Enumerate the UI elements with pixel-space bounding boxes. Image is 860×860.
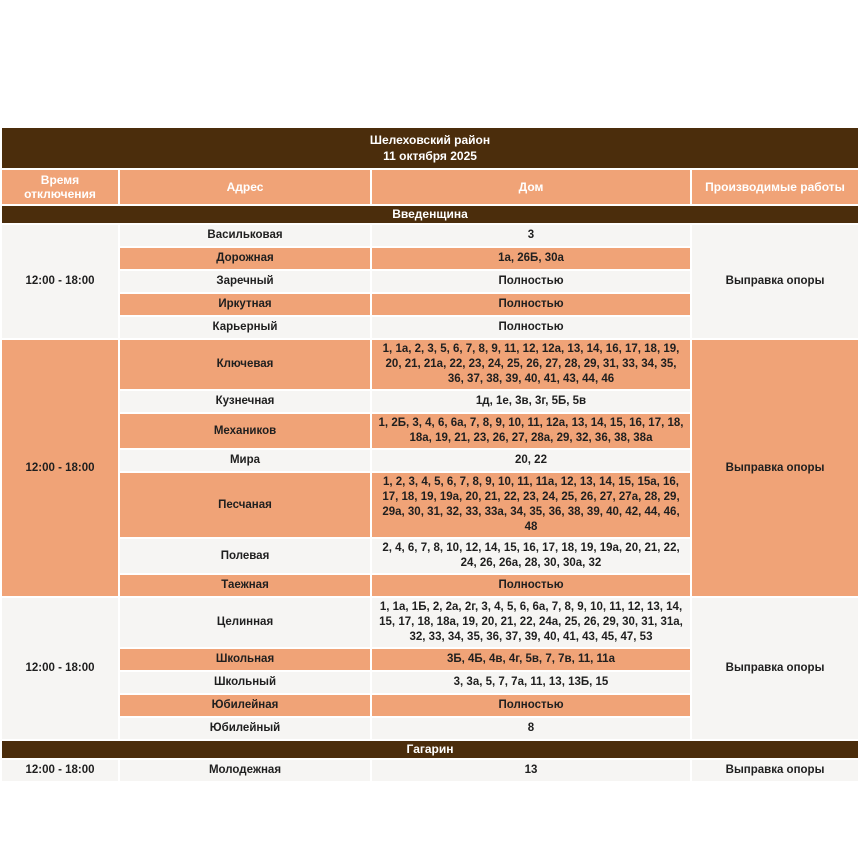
houses-cell: 20, 22 [372,450,690,471]
col-header-time: Время отключения [2,170,118,204]
table-title-district: Шелеховский район [369,133,491,147]
houses-cell: 1а, 26Б, 30а [372,248,690,269]
street-cell: Юбилейная [120,695,370,716]
table-title-date: 11 октября 2025 [383,149,477,163]
col-header-address: Адрес [120,170,370,204]
table-title [2,128,858,168]
street-cell: Юбилейный [120,718,370,739]
street-cell: Ключевая [120,340,370,389]
houses-cell: Полностью [372,575,690,596]
street-cell: Песчаная [120,473,370,537]
table-row [2,340,858,389]
houses-cell: 2, 4, 6, 7, 8, 10, 12, 14, 15, 16, 17, 18, 19, 19а, 20, 21, 22, 24, 26, 26а, 28, 30, 30а, 32 [372,539,690,573]
time-cell: 12:00 - 18:00 [2,225,118,338]
street-cell: Иркутная [120,294,370,315]
houses-cell: Полностью [372,271,690,292]
houses-cell: 3, 3а, 5, 7, 7а, 11, 13, 13Б, 15 [372,672,690,693]
street-cell: Заречный [120,271,370,292]
table-title-row [2,128,858,168]
houses-cell: 13 [372,760,690,781]
street-cell: Молодежная [120,760,370,781]
section-header: Введенщина [2,206,858,223]
houses-cell: Полностью [372,294,690,315]
houses-cell: 1, 1а, 1Б, 2, 2а, 2г, 3, 4, 5, 6, 6а, 7, 8, 9, 10, 11, 12, 13, 14, 15, 17, 18, 18а, 19, 20, 21, 22, 24а, 25, 26, 29, 30, 31, 31а, 32, 33, 34, 35, 36, 37, 39, 40, 41, 43, 45, 47, 53 [372,598,690,647]
street-cell: Кузнечная [120,391,370,412]
column-header-row [2,170,858,204]
street-cell: Карьерный [120,317,370,338]
houses-cell: 1, 1а, 2, 3, 5, 6, 7, 8, 9, 11, 12, 12а, 13, 14, 16, 17, 18, 19, 20, 21, 21а, 22, 23, 24, 25, 26, 27, 28, 29, 31, 33, 34, 35, 36, 37, 38, 39, 40, 41, 43, 44, 46 [372,340,690,389]
houses-cell: Полностью [372,695,690,716]
page [0,126,860,783]
work-cell: Выправка опоры [692,760,858,781]
street-cell: Школьная [120,649,370,670]
work-cell: Выправка опоры [692,598,858,739]
time-cell: 12:00 - 18:00 [2,598,118,739]
houses-cell: 1, 2Б, 3, 4, 6, 6а, 7, 8, 9, 10, 11, 12а, 13, 14, 15, 16, 17, 18, 18а, 19, 21, 23, 26, 27, 28а, 29, 32, 36, 38, 38а [372,414,690,448]
table-row [2,760,858,781]
section-header: Гагарин [2,741,858,758]
houses-cell: 1д, 1е, 3в, 3г, 5Б, 5в [372,391,690,412]
work-cell: Выправка опоры [692,340,858,596]
col-header-work: Производимые работы [692,170,858,204]
outage-schedule-table [0,126,860,783]
street-cell: Мира [120,450,370,471]
street-cell: Механиков [120,414,370,448]
table-row [2,225,858,246]
street-cell: Школьный [120,672,370,693]
houses-cell: 3 [372,225,690,246]
houses-cell: Полностью [372,317,690,338]
street-cell: Васильковая [120,225,370,246]
street-cell: Дорожная [120,248,370,269]
street-cell: Таежная [120,575,370,596]
table-row [2,598,858,647]
houses-cell: 3Б, 4Б, 4в, 4г, 5в, 7, 7в, 11, 11а [372,649,690,670]
time-cell: 12:00 - 18:00 [2,760,118,781]
col-header-house: Дом [372,170,690,204]
schedule-body [2,206,858,781]
houses-cell: 8 [372,718,690,739]
section-row [2,741,858,758]
street-cell: Полевая [120,539,370,573]
section-row [2,206,858,223]
work-cell: Выправка опоры [692,225,858,338]
time-cell: 12:00 - 18:00 [2,340,118,596]
street-cell: Целинная [120,598,370,647]
houses-cell: 1, 2, 3, 4, 5, 6, 7, 8, 9, 10, 11, 11а, 12, 13, 14, 15, 15а, 16, 17, 18, 19, 19а, 20, 21, 22, 23, 24, 25, 26, 27, 27а, 28, 29, 29а, 30, 31, 32, 33, 33а, 34, 35, 36, 38, 39, 40, 42, 44, 46, 48 [372,473,690,537]
